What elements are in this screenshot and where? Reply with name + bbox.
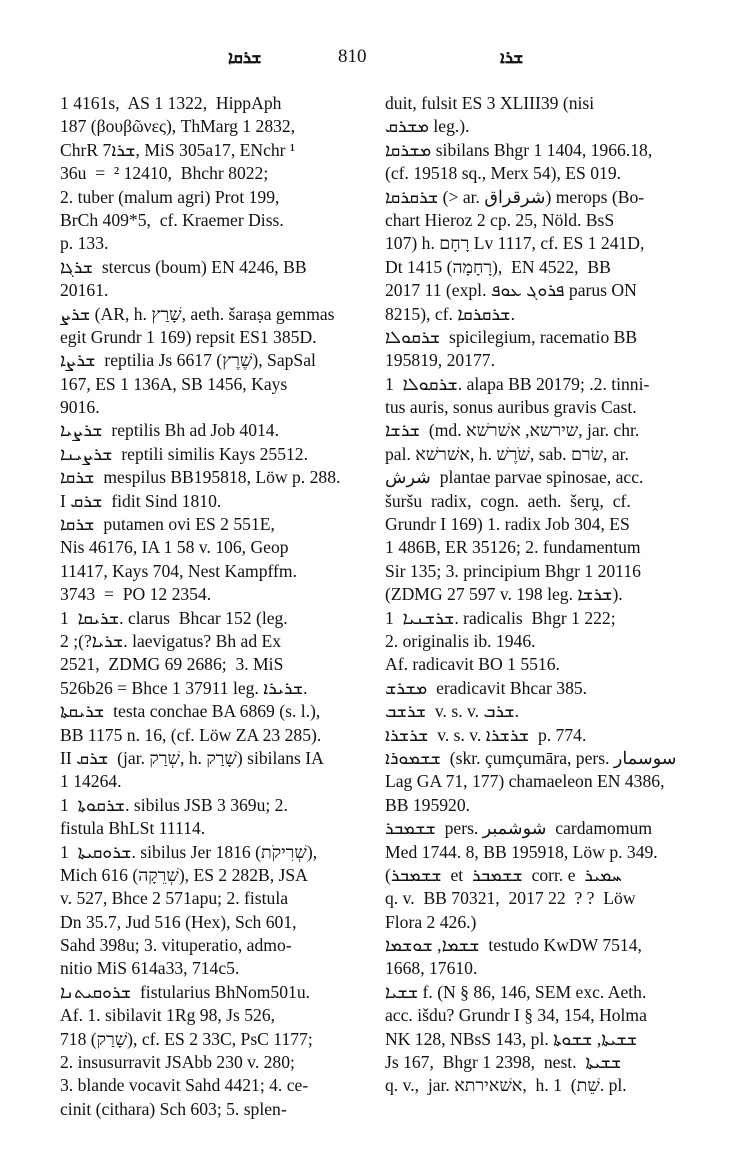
text-line: fistula BhLSt 11114. [60,818,206,839]
text-line: q. v. BB 70321, 2017 22 ? ? Löw [385,888,636,909]
text-line: Sahd 398u; 3. vituperatio, admo- [60,935,292,956]
text-line: ܡܫܪܩ leg.). [385,116,470,137]
text-line: pal. אשׁרשׁא, h. שֹׁרֶשׁ, sab. שׂרם, ar. [385,443,629,464]
text-line: Dt 1415 (רָחָמָה), EN 4522, BB [385,256,611,277]
text-line: ܫܫܡܒܪ pers. شوشمبر cardamomum [385,818,653,839]
text-line: ܫܪܫܐ (md. שירשא, אשׁרשׁא, jar. chr. [385,420,640,441]
text-line: ܫܪܘܩܝܬܢܐ fistularius BhNom501u. [60,981,311,1002]
text-line: cinit (cithara) Sch 603; 5. splen- [60,1098,287,1119]
running-head-right: ܫܪܐ [500,48,524,67]
text-line: Sir 135; 3. principium Bhgr 1 20116 [385,560,641,581]
text-line: BB 195920. [385,794,471,815]
text-line: ܫܪܩܐ putamen ovi ES 2 551E, [60,514,275,535]
text-line: Js 167, Bhgr 1 2398, nest. ܫܫܝܬܐ [385,1052,622,1073]
text-line: Mich 616 (שְׁרֵקָה), ES 2 282B, JSA [60,864,308,885]
text-line: ܫܪܩܐ mespilus BB195818, Löw p. 288. [60,467,341,488]
text-line: ܫܫܝܐ f. (N § 86, 146, SEM exc. Aeth. [385,981,647,1002]
text-line: 9016. [60,397,100,418]
left-column [60,92,372,1121]
text-line: Lag GA 71, 177) chamaeleon EN 4386, [385,771,665,792]
text-line: شرش plantae parvae spinosae, acc. [385,467,644,488]
text-line: Flora 2 426.) [385,911,477,932]
text-line: ܫܪܨ (AR, h. שָׁרַץ, aeth. šaraṣa gemmas [60,303,335,324]
text-line: duit, fulsit ES 3 XLIII39 (nisi [385,93,595,113]
text-line: ܫܪܩܘܠܐ 1. alapa BB 20179; .2. tinni- [385,373,650,394]
text-line: Med 1744. 8, BB 195918, Löw p. 349. [385,841,658,862]
text-line: ܫܫܡܘܪܐ (skr. çumçumāra, pers. سوسمار [385,747,677,768]
text-line: Af. 1. sibilavit 1Rg 98, Js 526, [60,1005,276,1026]
text-line: 1 486B, ER 35126; 2. fundamentum [385,537,641,558]
text-line: 2. originalis ib. 1946. [385,630,536,651]
text-line: 3. blande vocavit Sahd 4421; 4. ce- [60,1075,309,1096]
text-line: ܫܪܨܝܢܐ reptili similis Kays 25512. [60,443,308,464]
text-line: tus auris, sonus auribus gravis Cast. [385,397,637,418]
text-line: 2. tuber (malum agri) Prot 199, [60,186,280,207]
text-line: 107) h. רָחָם Lv 1117, cf. ES 1 241D, [385,233,645,254]
text-line: ܫܪܫܒ v. s. v. ܫܪܒ. [385,701,520,722]
text-line: 20161. [60,280,109,301]
text-line: 11417, Kays 704, Nest Kampffm. [60,560,297,581]
text-line: ܫܫܡܐ, ܫܘܫܡܐ testudo KwDW 7514, [385,935,642,956]
text-line: 3743 = PO 12 2354. [60,584,212,605]
text-line: 2017 11 (expl. ܦܪܘܓ ܥܘܦ parus ON [385,280,637,301]
text-line: 1 14264. [60,771,122,792]
text-line: 526b26 = Bhce 1 37911 leg. ܫܪܝܪܐ. [60,677,308,698]
text-line: ܫܪܨܐ reptilia Js 6617 (שֶׁרֶץ), SapSal [60,350,316,371]
page-header [0,44,750,74]
text-line: BrCh 409*5, cf. Kraemer Diss. [60,209,284,230]
text-line: I ܫܪܩ fidit Sind 1810. [60,490,222,511]
text-line: ܫܪܩܘܬܐ 1. sibilus JSB 3 369u; 2. [60,794,288,815]
right-column [385,92,703,1098]
text-line: ܫܪܓܐ stercus (boum) EN 4246, BB [60,256,307,277]
text-line: BB 1175 n. 16, (cf. Löw ZA 23 285). [60,724,322,745]
text-line: 2. insusurravit JSAbb 230 v. 280; [60,1052,295,1073]
text-line: ChrR ܫܪܐ7, MiS 305a17, ENchr ¹ [60,139,296,160]
text-line: Grundr I 169) 1. radix Job 304, ES [385,514,630,535]
text-line: Dn 35.7, Jud 516 (Hex), Sch 601, [60,911,297,932]
text-line: 718 (שָׁרַק), cf. ES 2 33C, PsC 1177; [60,1028,313,1049]
text-line: 187 (βουβῶνες), ThMarg 1 2832, [60,116,296,137]
text-line: acc. išdu? Grundr I § 34, 154, Holma [385,1005,647,1026]
text-line: ܡܫܪܫ eradicavit Bhcar 385. [385,677,588,698]
text-line: q. v., jar. אשׁאירתא, h. שֵׁת) 1. pl. [385,1075,627,1096]
text-line: 195819, 20177. [385,350,495,371]
text-line: egit Grundr 1 169) repsit ES1 385D. [60,326,317,347]
text-line: ܫܪܫܪܐ v. s. v. ܫܪܫܪܐ p. 774. [385,724,587,745]
text-line: NK 128, NBsS 143, pl. ܫܫܝܬܐ, ܫܫܘܬܐ [385,1028,638,1049]
text-line: II ܫܪܩ (jar. שְׁרַק, h. שָׁרַק) sibilans IA [60,747,324,768]
text-line: 8215), cf. ܫܪܩܪܩܐ. [385,303,515,324]
page-number: 810 [338,46,367,67]
text-line: ܫܪܝܩܐ 1. clarus Bhcar 152 (leg. [60,607,288,628]
text-line: Af. radicavit BO 1 5516. [385,654,560,675]
running-head-left: ܫܪܩܐ [228,48,262,67]
text-line: 36u = ² 12410, Bhchr 8022; [60,163,269,184]
text-line: 1 4161s, AS 1 1322, HippAph [60,93,282,113]
text-line: šuršu radix, cogn. aeth. šerṷ, cf. [385,490,631,511]
text-line: ܫܪܩܘܠܐ spicilegium, racematio BB [385,326,638,347]
text-line: v. 527, Bhce 2 571apu; 2. fistula [60,888,289,909]
text-line: 167, ES 1 136A, SB 1456, Kays [60,373,288,394]
text-line: 2521, ZDMG 69 2686; 3. MiS [60,654,284,675]
text-line: ܫܪܫܢܝܐ 1. radicalis Bhgr 1 222; [385,607,616,628]
text-line: ܫܪܝܐ?); 2. laevigatus? Bh ad Ex [60,630,282,651]
text-line: Nis 46176, IA 1 58 v. 106, Geop [60,537,289,558]
text-line: (ܫܫܡܒܪ et ܫܫܡܒܪ corr. e ܚܡܝܪ [385,864,622,885]
text-line: ܫܪܨܝܐ reptilis Bh ad Job 4014. [60,420,279,441]
text-line: chart Hieroz 2 cp. 25, Nöld. BsS [385,209,615,230]
text-line: (cf. 19518 sq., Merx 54), ES 019. [385,163,622,184]
text-line: p. 133. [60,233,109,254]
text-line: (ZDMG 27 597 v. 198 leg. ܫܪܫܐ). [385,584,623,605]
text-line: ܫܪܩܪܩܐ (> ar. شرقراق) merops (Bo- [385,186,645,207]
text-line: 1668, 17610. [385,958,478,979]
text-line: nitio MiS 614a33, 714c5. [60,958,240,979]
text-line: ܡܫܪܩܐ sibilans Bhgr 1 1404, 1966.18, [385,139,653,160]
text-line: ܫܪܝܩܬܐ testa conchae BA 6869 (s. l.), [60,701,321,722]
text-line: ܫܪܘܩܝܬܐ 1. sibilus Jer 1816 (שְׁרִיקֹת), [60,841,318,862]
